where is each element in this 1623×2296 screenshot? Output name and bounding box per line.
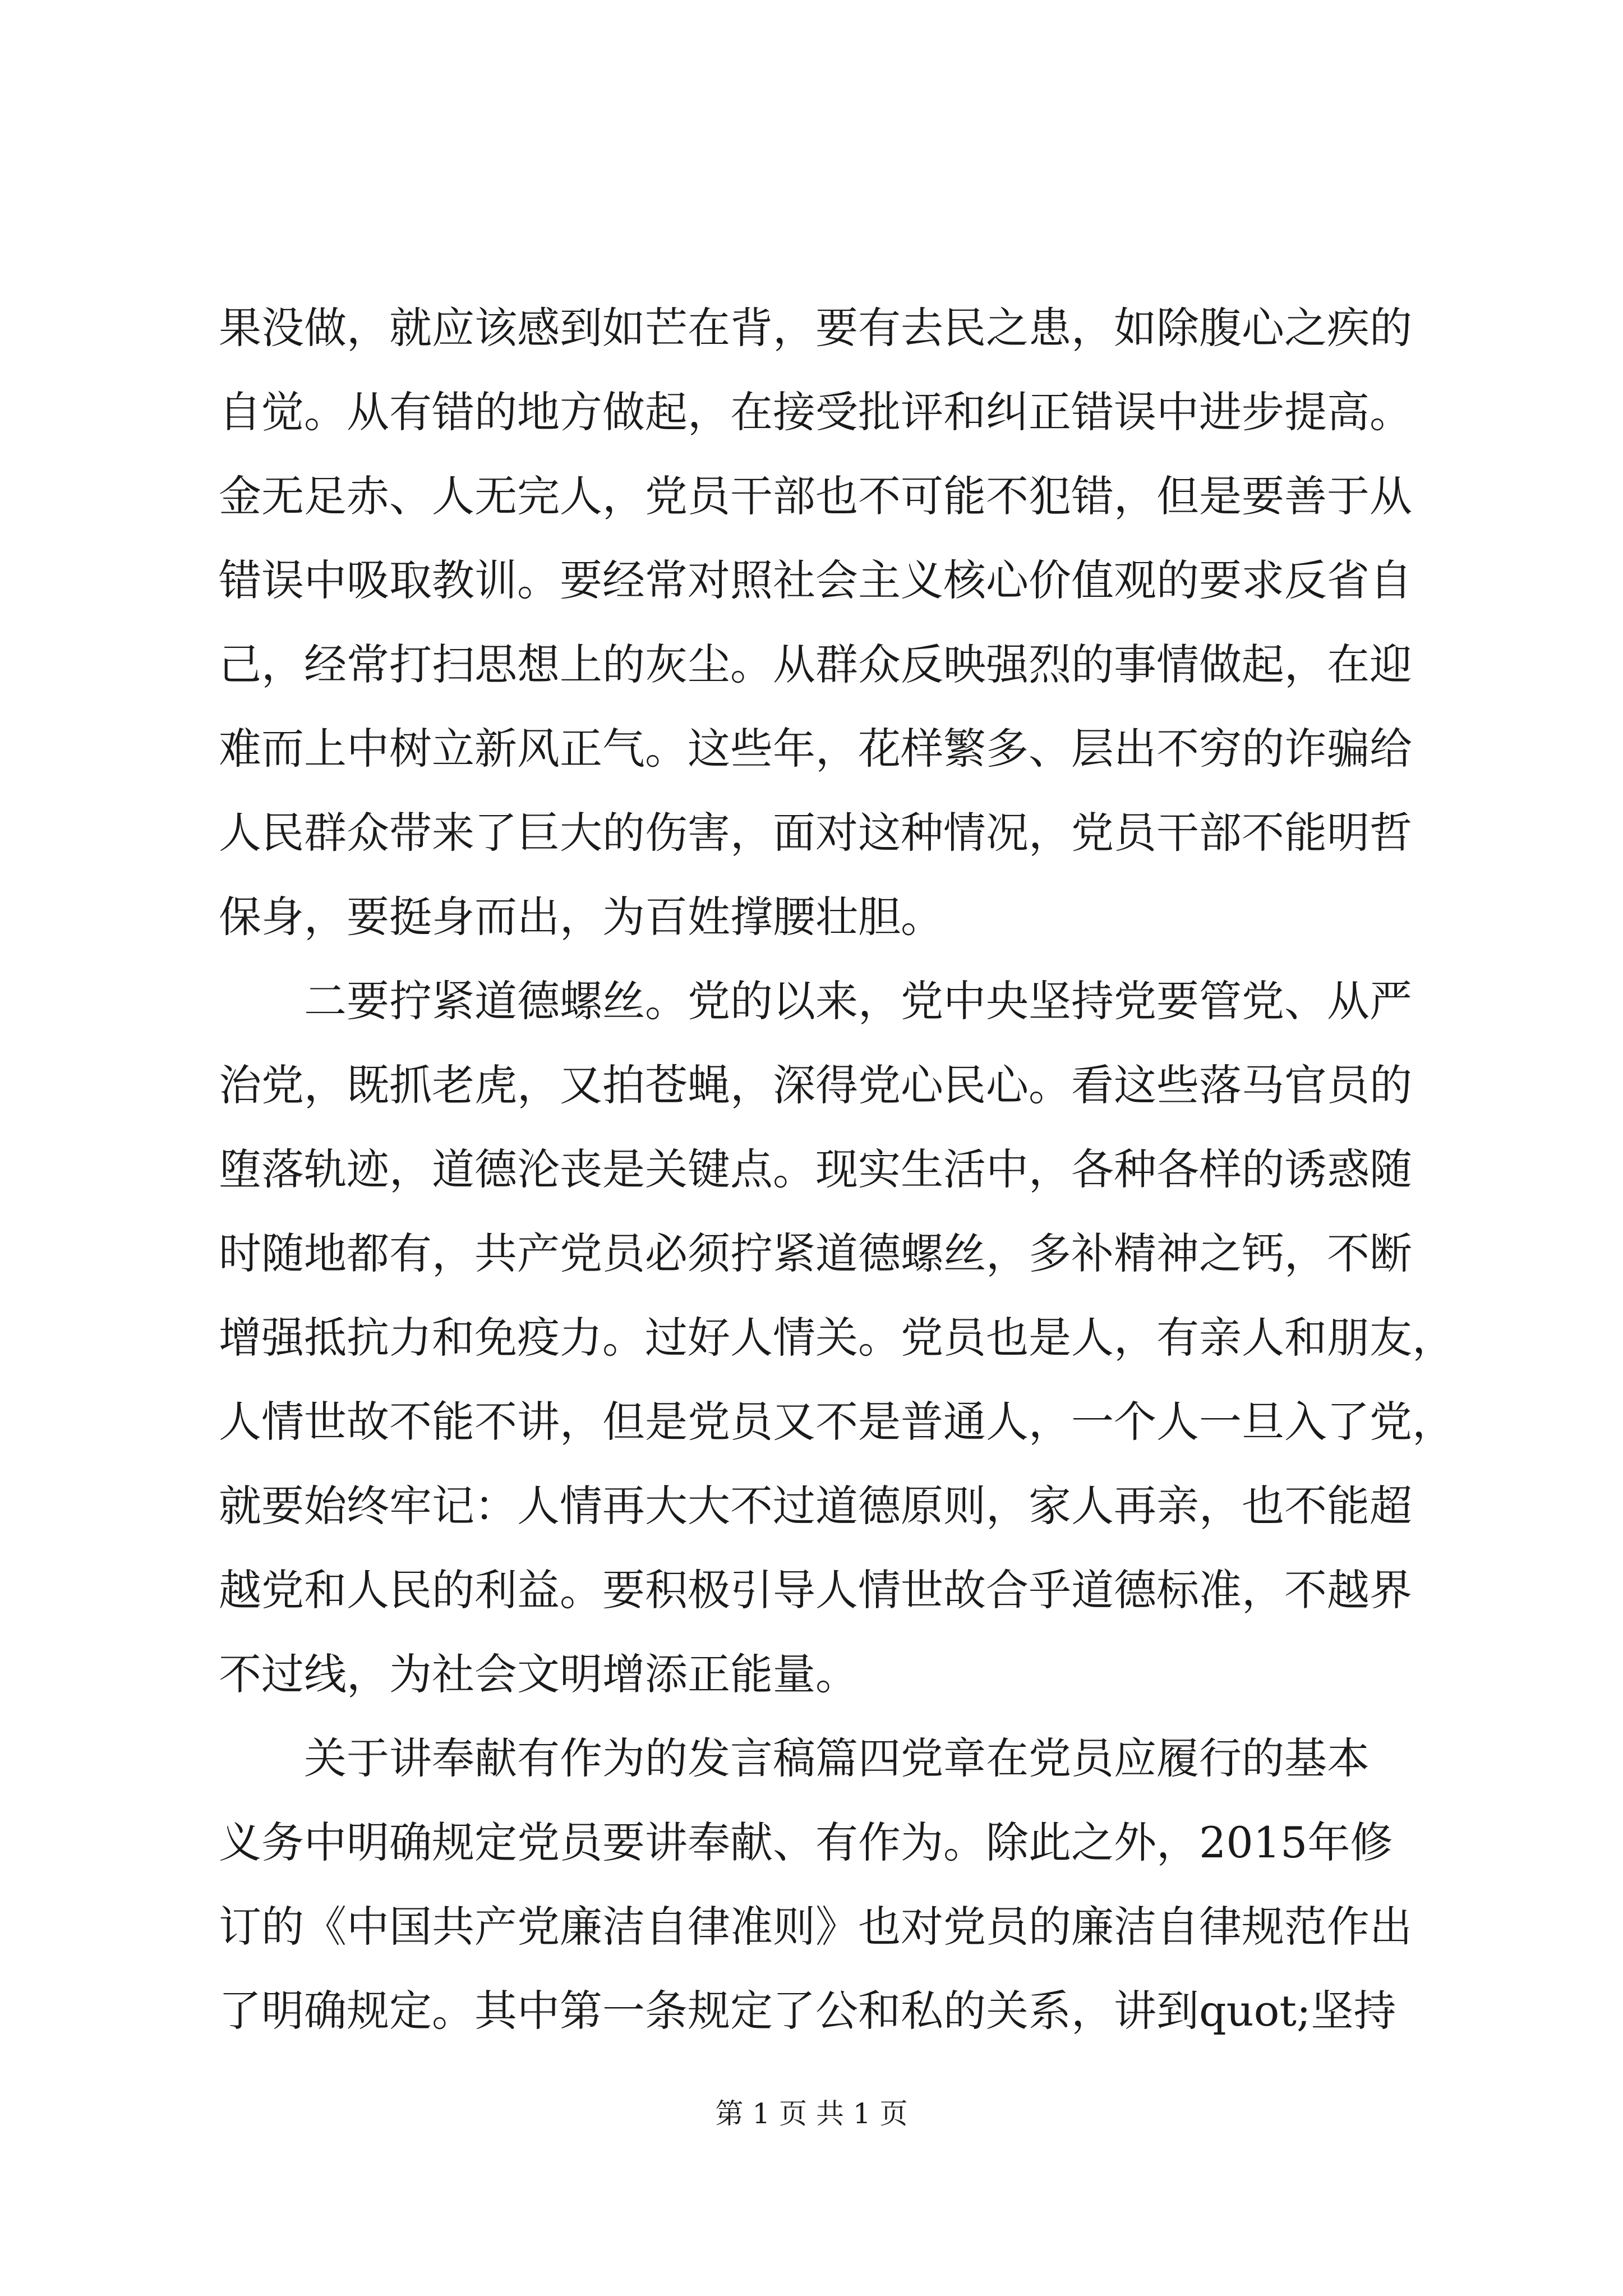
page-number-label: 第 1 页 共 1 页 [715, 2097, 908, 2130]
text-line: 人民群众带来了巨大的伤害，面对这种情况，党员干部不能明哲 [219, 808, 1412, 858]
text-line: 错误中吸取教训。要经常对照社会主义核心价值观的要求反省自 [219, 555, 1412, 605]
text-line: 就要始终牢记：人情再大大不过道德原则，家人再亲，也不能超 [219, 1481, 1412, 1531]
text-line: 增强抵抗力和免疫力。过好人情关。党员也是人，有亲人和朋友， [219, 1313, 1455, 1363]
text-line: 果没做，就应该感到如芒在背，要有去民之患，如除腹心之疾的 [219, 303, 1412, 353]
text-line: 关于讲奉献有作为的发言稿篇四党章在党员应履行的基本 [219, 1733, 1370, 1783]
text-line: 金无足赤、人无完人，党员干部也不可能不犯错，但是要善于从 [219, 471, 1412, 521]
text-line: 了明确规定。其中第一条规定了公和私的关系，讲到quot;坚持 [219, 1986, 1396, 2036]
text-line: 人情世故不能不讲，但是党员又不是普通人，一个人一旦入了党， [219, 1397, 1455, 1447]
text-line: 难而上中树立新风正气。这些年，花样繁多、层出不穷的诈骗给 [219, 724, 1412, 774]
text-line: 义务中明确规定党员要讲奉献、有作为。除此之外，2015年修 [219, 1818, 1393, 1867]
text-line: 越党和人民的利益。要积极引导人情世故合乎道德标准，不越界 [219, 1565, 1412, 1615]
text-line: 己，经常打扫思想上的灰尘。从群众反映强烈的事情做起，在迎 [219, 639, 1412, 689]
text-line: 堕落轨迹，道德沦丧是关键点。现实生活中，各种各样的诱惑随 [219, 1144, 1412, 1194]
page-footer [0, 2091, 1623, 2136]
text-line: 治党，既抓老虎，又拍苍蝇，深得党心民心。看这些落马官员的 [219, 1060, 1412, 1110]
text-line: 二要拧紧道德螺丝。党的以来，党中央坚持党要管党、从严 [219, 976, 1412, 1026]
text-line: 保身，要挺身而出，为百姓撑腰壮胆。 [219, 892, 943, 942]
text-line: 时随地都有，共产党员必须拧紧道德螺丝，多补精神之钙，不断 [219, 1228, 1412, 1278]
text-line: 自觉。从有错的地方做起，在接受批评和纠正错误中进步提高。 [219, 387, 1412, 437]
text-line: 不过线，为社会文明增添正能量。 [219, 1649, 858, 1699]
text-line: 订的《中国共产党廉洁自律准则》也对党员的廉洁自律规范作出 [219, 1902, 1412, 1952]
